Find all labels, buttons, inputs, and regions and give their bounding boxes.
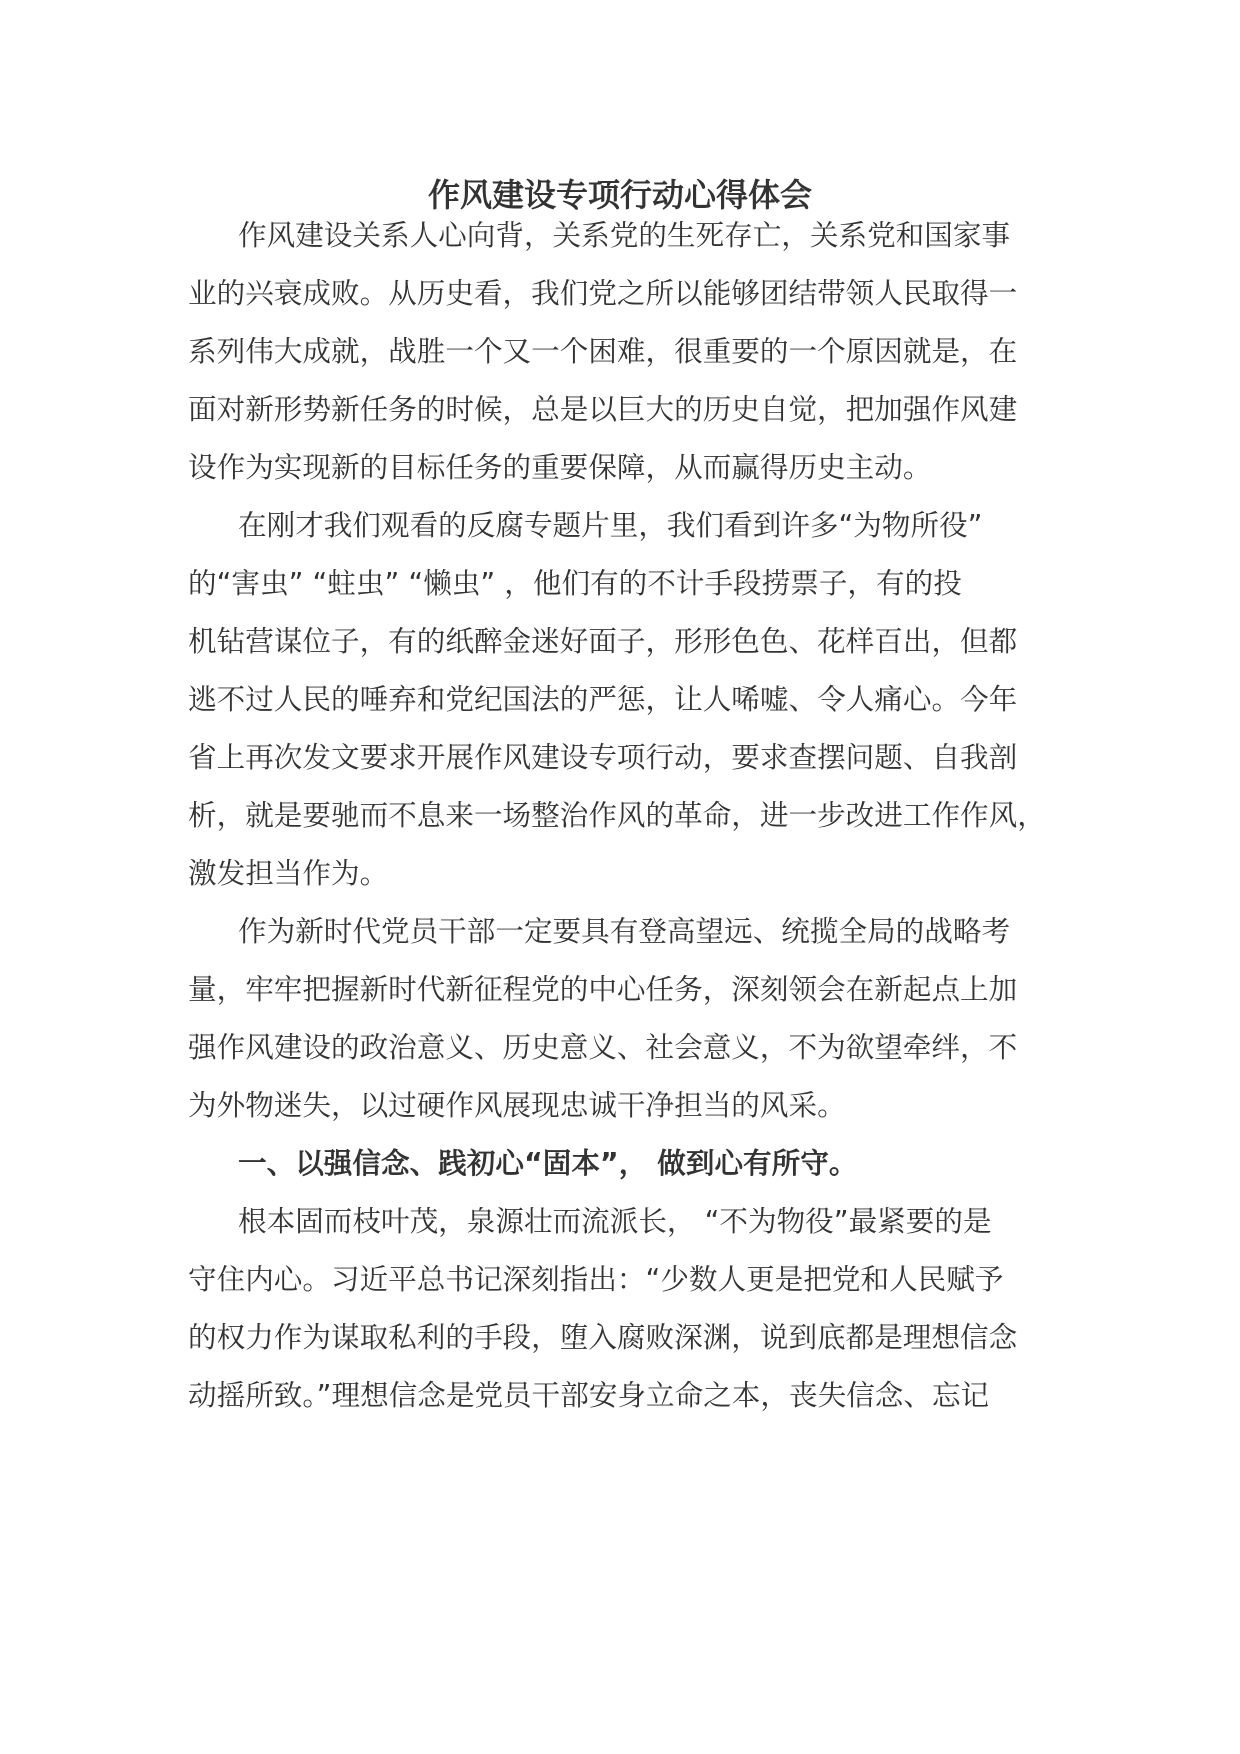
paragraph-4-line-3: 的权力作为谋取私利的手段，堕入腐败深渊，说到底都是理想信念 — [188, 1320, 1018, 1354]
paragraph-1-line-4: 面对新形势新任务的时候，总是以巨大的历史自觉，把加强作风建 — [188, 392, 1018, 426]
paragraph-4-line-4: 动摇所致。”理想信念是党员干部安身立命之本，丧失信念、忘记 — [188, 1378, 990, 1412]
paragraph-2-line-6: 析，就是要驰而不息来一场整治作风的革命，进一步改进工作作风， — [188, 798, 1046, 832]
paragraph-3-line-3: 强作风建设的政治意义、历史意义、社会意义，不为欲望牵绊，不 — [188, 1030, 1018, 1064]
paragraph-3-line-4: 为外物迷失，以过硬作风展现忠诚干净担当的风采。 — [188, 1088, 846, 1122]
paragraph-2-line-1: 在刚才我们观看的反腐专题片里，我们看到许多“为物所役” — [238, 508, 983, 542]
section-heading-1: 一、以强信念、践初心“固本”， 做到心有所守。 — [238, 1146, 858, 1180]
paragraph-2-line-4: 逃不过人民的唾弃和党纪国法的严惩，让人唏嘘、令人痛心。今年 — [188, 682, 1018, 716]
paragraph-1-line-1: 作风建设关系人心向背，关系党的生死存亡，关系党和国家事 — [238, 218, 1011, 252]
document-title: 作风建设专项行动心得体会 — [427, 176, 812, 214]
paragraph-3-line-2: 量，牢牢把握新时代新征程党的中心任务，深刻领会在新起点上加 — [188, 972, 1018, 1006]
paragraph-4-line-1: 根本固而枝叶茂，泉源壮而流派长， “不为物役”最紧要的是 — [238, 1204, 992, 1238]
paragraph-2-line-7: 激发担当作为。 — [188, 856, 389, 890]
paragraph-1-line-2: 业的兴衰成败。从历史看，我们党之所以能够团结带领人民取得一 — [188, 276, 1018, 310]
paragraph-3-line-1: 作为新时代党员干部一定要具有登高望远、统揽全局的战略考 — [238, 914, 1011, 948]
paragraph-2-line-5: 省上再次发文要求开展作风建设专项行动，要求查摆问题、自我剖 — [188, 740, 1018, 774]
paragraph-2-line-2: 的“害虫” “蛀虫” “懒虫” ，他们有的不计手段捞票子，有的投 — [188, 566, 962, 600]
paragraph-1-line-3: 系列伟大成就，战胜一个又一个困难，很重要的一个原因就是，在 — [188, 334, 1018, 368]
paragraph-2-line-3: 机钻营谋位子，有的纸醉金迷好面子，形形色色、花样百出，但都 — [188, 624, 1018, 658]
paragraph-4-line-2: 守住内心。习近平总书记深刻指出：“少数人更是把党和人民赋予 — [188, 1262, 1004, 1296]
paragraph-1-line-5: 设作为实现新的目标任务的重要保障，从而赢得历史主动。 — [188, 450, 932, 484]
